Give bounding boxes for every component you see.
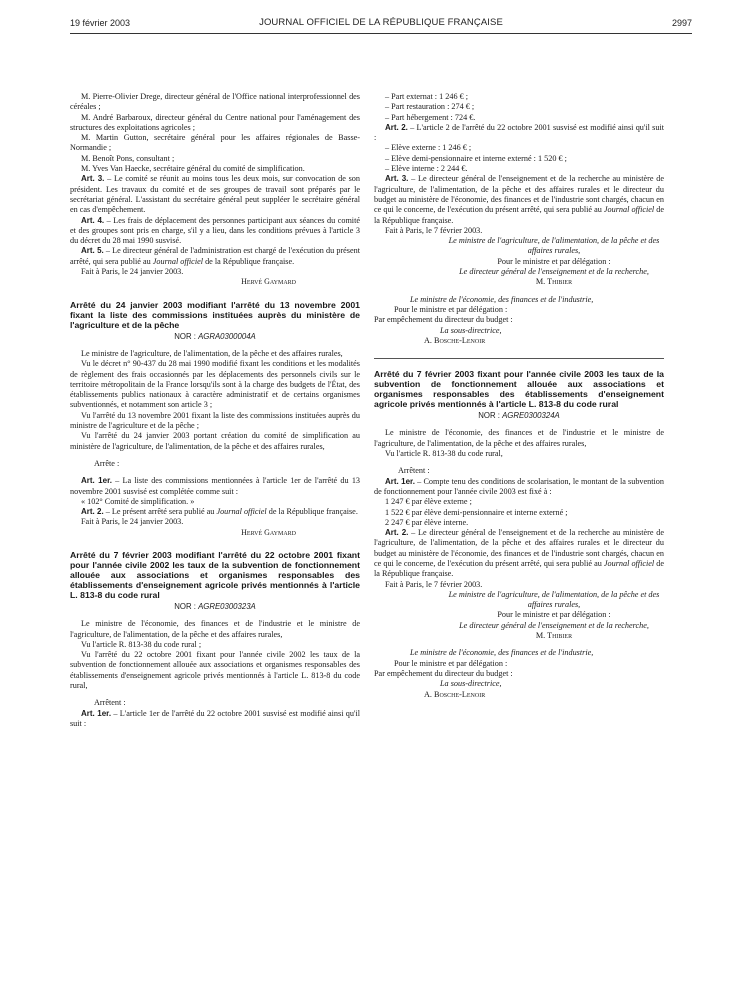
signature: Hervé Gaymard [241, 527, 296, 537]
impediment-line: Par empêchement du directeur du budget : [374, 668, 513, 678]
delegation-line: Pour le ministre et par délégation : [394, 304, 508, 314]
article-5 [70, 246, 360, 267]
article-label: Art. 2. [385, 528, 409, 538]
visa: Vu le décret n° 90-437 du 28 mai 1990 modifié fixant les conditions et les modalités de règlement des frais occasionnés par les déplacements des personnels civils sur le territoire métropolitain de la France lorsqu'ils sont à la charge des budgets de l'État, des établissements publics nationaux à caractère administratif et de certains organismes subventionnés, et notamment son article 3 ; [70, 359, 360, 410]
article-text: – Le directeur général de l'enseignement et de la recherche au ministère de l'agriculture, de l'alimentation, de la pêche et des affaires rurales et le directeur du budget au ministère de l'économie, des finances et de l'industrie sont chargés, chacun en ce qui le concerne, de l'exécution du présent arrêté, qui sera publié au [374, 174, 664, 215]
article-label: Art. 1er. [81, 476, 112, 486]
article-text: – Le directeur général de l'enseignement et de la recherche au ministère de l'agriculture, de l'alimentation, de la pêche et des affaires rurales et le directeur du budget au ministère de l'économie, des finances et de l'industrie sont chargés, chacun en ce qui le concerne, de l'exécution du présent arrêté, qui sera publié au [374, 528, 664, 568]
delegation-line: Pour le ministre et par délégation : [497, 610, 611, 620]
article-4 [70, 216, 360, 247]
decree-title: Arrêté du 7 février 2003 modifiant l'arrêté du 22 octobre 2001 fixant pour l'année civile 2002 les taux de la subvention de fonctionnement allouée aux associations et organismes responsables des établissements d'enseignement agricole privés mentionnés à l'article L. 813-8 du code rural [70, 549, 360, 600]
article-text: – Le présent arrêté sera publié au [103, 507, 217, 517]
article-text: de la République française. [266, 507, 358, 517]
done-at: Fait à Paris, le 7 février 2003. [385, 579, 483, 589]
right-column [374, 92, 664, 700]
article-2 [374, 123, 664, 144]
impediment-line: Par empêchement du directeur du budget : [374, 315, 513, 325]
arrete-heading: Arrêtent : [398, 466, 430, 476]
director-title: Le directeur général de l'enseignement et de la recherche, [459, 267, 649, 277]
delegation-line: Pour le ministre et par délégation : [394, 658, 508, 668]
left-column [70, 92, 360, 729]
done-at: Fait à Paris, le 24 janvier 2003. [81, 517, 184, 527]
article-text: – Le directeur général de l'administration est chargé de l'exécution du présent arrêté, qui sera publié au [70, 246, 360, 266]
decree-title: Arrêté du 24 janvier 2003 modifiant l'arrêté du 13 novembre 2001 fixant la liste des commissions instituées auprès du ministère de l'agriculture et de la pêche [70, 299, 360, 330]
preamble: Le ministre de l'économie, des finances et de l'industrie et le ministre de l'agriculture, de l'alimentation, de la pêche et des affaires rurales, [70, 619, 360, 639]
article-label: Art. 5. [81, 246, 104, 256]
journal-ref: Journal officiel [152, 256, 204, 266]
visa: Vu l'article R. 813-38 du code rural ; [81, 639, 202, 649]
article-text: – Le comité se réunit au moins tous les deux mois, sur convocation de son président. Les travaux du comité et de ses groupes de travail sont préparés par le secrétariat général. L'assistant du secrétaire général peut suppléer le secrétaire général en cas d'empêchement. [70, 174, 360, 215]
list-item: – Elève interne : 2 244 €. [385, 164, 468, 174]
article-text: – Compte tenu des conditions de scolarisation, le montant de la subvention de fonctionnement pour l'année civile 2003 est fixé à : [374, 476, 664, 496]
subdirector-title: La sous-directrice, [440, 679, 502, 689]
journal-title: JOURNAL OFFICIEL DE LA RÉPUBLIQUE FRANÇAISE [259, 17, 503, 28]
journal-ref: Journal officiel [603, 205, 655, 215]
member-line: M. Benoît Pons, consultant ; [81, 153, 175, 163]
article-text: de la République française. [203, 256, 295, 266]
article-text: – La liste des commissions mentionnées à l'article 1er de l'arrêté du 13 novembre 2001 susvisé est complétée comme suit : [70, 476, 361, 496]
article-label: Art. 1er. [385, 476, 415, 486]
article-2 [374, 528, 664, 579]
journal-ref: Journal officiel [216, 507, 267, 517]
nor-code: AGRA0300004A [198, 331, 256, 341]
signature: Hervé Gaymard [241, 277, 296, 287]
article-1 [374, 477, 664, 498]
list-item: – Part externat : 1 246 € ; [385, 92, 468, 101]
page-header [70, 16, 692, 32]
minister-title: Le ministre de l'agriculture, de l'alimentation, de la pêche et des affaires rurales, [448, 589, 660, 610]
nor-label: NOR : [174, 601, 199, 611]
journal-ref: Journal officiel [603, 558, 655, 568]
article-2 [70, 507, 360, 517]
member-line: M. André Barbaroux, directeur général du Centre national pour l'aménagement des structures des exploitations agricoles ; [70, 112, 360, 132]
nor-label: NOR : [478, 411, 503, 421]
article-1 [70, 709, 360, 730]
article-1 [70, 476, 360, 497]
list-item: – Elève externe : 1 246 € ; [385, 143, 472, 153]
list-item: – Part restauration : 274 € ; [385, 102, 475, 112]
member-line: M. Pierre-Olivier Drege, directeur général de l'Office national interprofessionnel des céréales ; [70, 92, 360, 112]
member-line: M. Martin Gutton, secrétaire général pour les affaires régionales de Basse-Normandie ; [70, 133, 360, 153]
decree-title: Arrêté du 7 février 2003 fixant pour l'année civile 2003 les taux de la subvention de fonctionnement allouée aux associations et organismes responsables des établissements d'enseignement agricole privés mentionnés à l'article L. 813-8 du code rural [374, 369, 664, 410]
article-text: – L'article 2 de l'arrêté du 22 octobre 2001 susvisé est modifié ainsi qu'il suit : [374, 122, 665, 143]
arrete-heading: Arrête : [94, 458, 120, 468]
signature: M. Thibier [535, 631, 573, 641]
signature: A. Bosche-Lenoir [424, 335, 486, 345]
rate-line: 1 522 € par élève demi-pensionnaire et interne externé ; [385, 507, 568, 517]
article-label: Art. 2. [81, 507, 104, 517]
visa: Vu l'arrêté du 24 janvier 2003 portant création du comité de simplification au ministère de l'agriculture, de l'alimentation, de la pêche et des affaires rurales, [70, 431, 360, 451]
arrete-heading: Arrêtent : [94, 698, 126, 708]
minister-title: Le ministre de l'économie, des finances et de l'industrie, [410, 294, 594, 304]
article-3 [70, 174, 360, 215]
minister-title: Le ministre de l'agriculture, de l'alimentation, de la pêche et des affaires rurales, [448, 236, 660, 256]
rate-line: 1 247 € par élève externe ; [385, 497, 472, 507]
preamble: Le ministre de l'agriculture, de l'alimentation, de la pêche et des affaires rurales, [81, 348, 343, 358]
minister-title: Le ministre de l'économie, des finances et de l'industrie, [410, 648, 594, 658]
subdirector-title: La sous-directrice, [440, 325, 502, 335]
article-label: Art. 4. [81, 215, 105, 225]
article-label: Art. 3. [385, 174, 409, 184]
article-text: de la République française. [374, 205, 664, 225]
signature: A. Bosche-Lenoir [424, 689, 486, 699]
nor-reference [70, 602, 360, 612]
page-number: 2997 [671, 18, 692, 28]
article-text: de la République française. [374, 558, 664, 579]
rate-line: 2 247 € par élève interne. [385, 517, 469, 527]
visa: Vu l'arrêté du 22 octobre 2001 fixant pour l'année civile 2002 les taux de la subvention de fonctionnement allouée aux associations et organismes responsables des établissements d'enseignement agricole privés mentionnés à l'article L. 813-8 du code rural, [70, 650, 360, 691]
nor-label: NOR : [174, 331, 199, 341]
header-date: 19 février 2003 [70, 18, 131, 28]
nor-code: AGRE0300323A [198, 601, 256, 611]
preamble: Le ministre de l'économie, des finances et de l'industrie et le ministre de l'agriculture, de l'alimentation, de la pêche et des affaires rurales, [374, 428, 664, 448]
article-3 [374, 174, 664, 225]
article-label: Art. 1er. [81, 708, 112, 718]
list-item: – Part hébergement : 724 €. [385, 112, 476, 122]
nor-reference [70, 332, 360, 342]
delegation-line: Pour le ministre et par délégation : [497, 256, 611, 266]
header-rule [70, 33, 692, 34]
article-text: – L'article 1er de l'arrêté du 22 octobre 2001 susvisé est modifié ainsi qu'il suit : [70, 708, 360, 728]
done-at: Fait à Paris, le 24 janvier 2003. [81, 267, 184, 277]
article-label: Art. 3. [81, 174, 105, 184]
visa: Vu l'arrêté du 13 novembre 2001 fixant la liste des commissions instituées auprès du ministre de l'agriculture et de la pêche ; [70, 410, 360, 431]
nor-reference [374, 411, 664, 421]
article-label: Art. 2. [385, 122, 408, 132]
done-at: Fait à Paris, le 7 février 2003. [385, 225, 483, 235]
signature: M. Thibier [535, 277, 573, 287]
visa: Vu l'article R. 813-38 du code rural, [385, 449, 503, 459]
member-line: M. Yves Van Haecke, secrétaire général du comité de simplification. [81, 164, 305, 174]
section-separator [374, 358, 664, 359]
quote-line: « 102° Comité de simplification. » [81, 496, 195, 506]
list-item: – Elève demi-pensionnaire et interne externé : 1 520 € ; [385, 153, 567, 163]
director-title: Le directeur général de l'enseignement et de la recherche, [459, 620, 649, 630]
article-text: – Les frais de déplacement des personnes participant aux séances du comité et des groupes sont pris en charge, s'il y a lieu, dans les conditions prévues à l'article 3 du décret du 28 mai 1990 susvisé. [70, 215, 360, 246]
nor-code: AGRE0300324A [502, 411, 560, 421]
